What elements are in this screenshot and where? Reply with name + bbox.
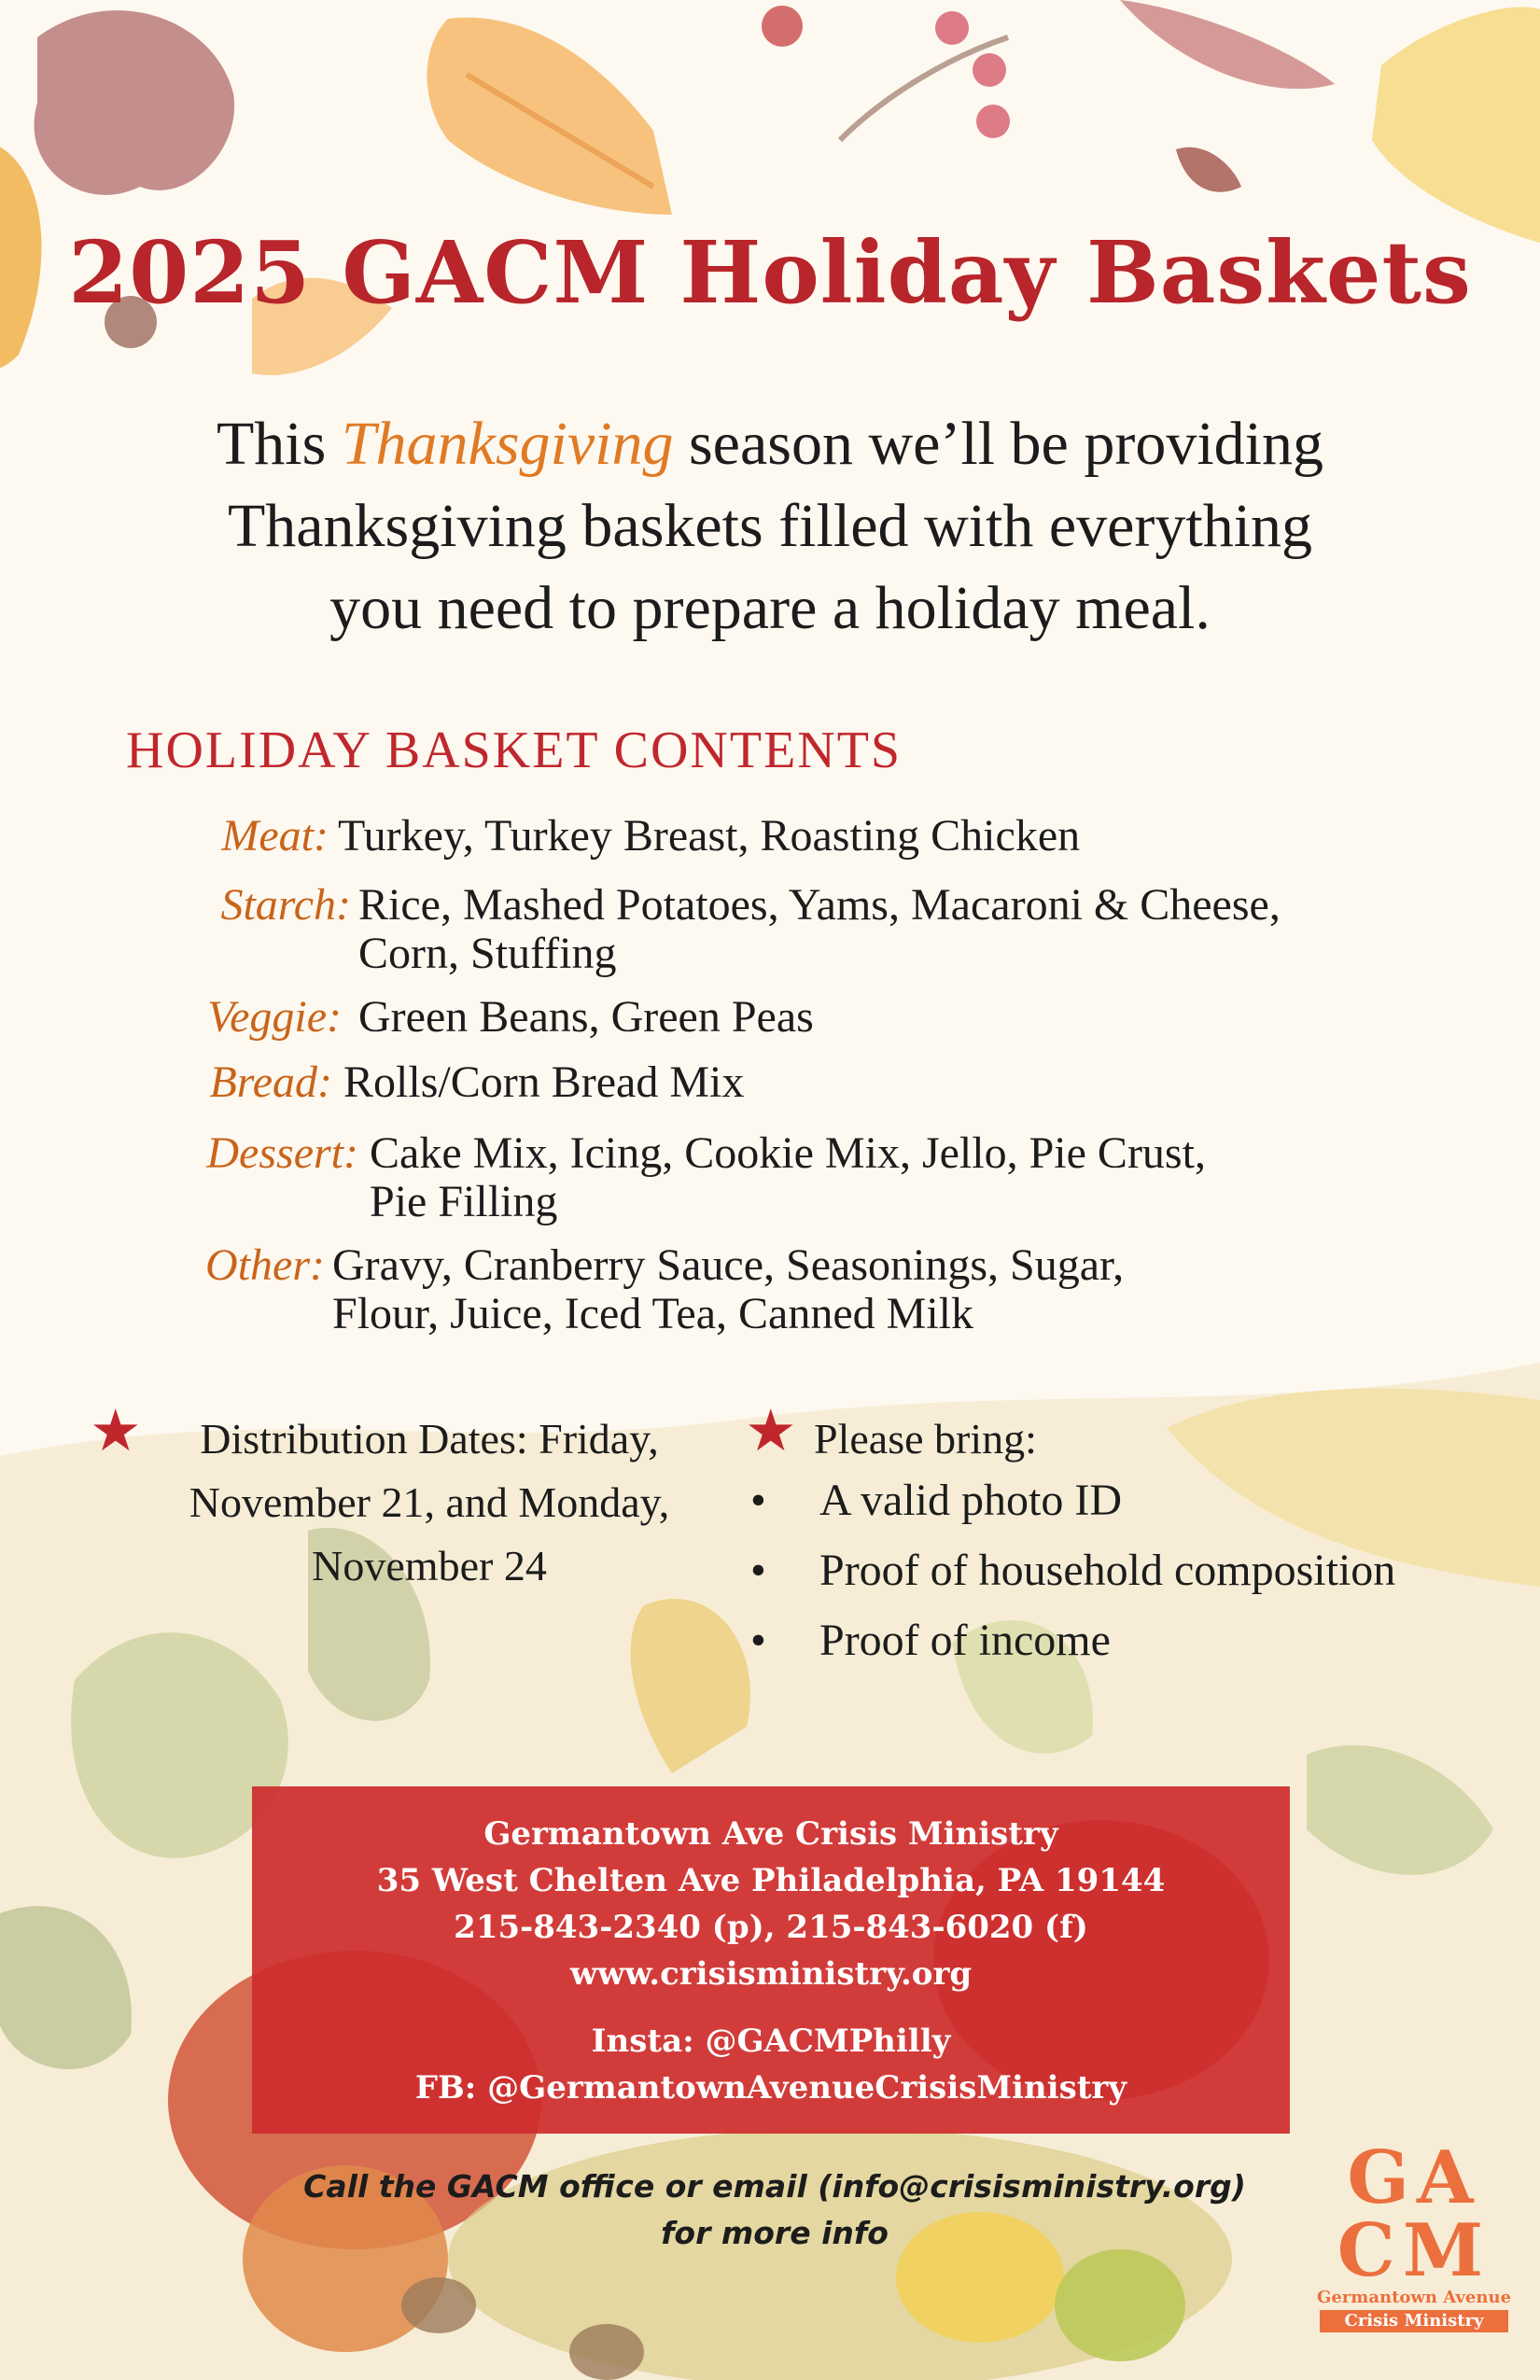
star-icon: ★: [745, 1396, 797, 1464]
footer-line-2: for more info: [661, 2215, 889, 2251]
facebook-handle[interactable]: FB: @GermantownAvenueCrisisMinistry: [414, 2069, 1127, 2107]
logo-subtitle: Germantown Avenue: [1316, 2288, 1512, 2307]
star-icon: ★: [90, 1396, 142, 1464]
org-name: Germantown Ave Crisis Ministry: [483, 1815, 1058, 1853]
intro-line-2: Thanksgiving baskets filled with everything: [227, 492, 1313, 560]
logo-subtitle-2: Crisis Ministry: [1320, 2310, 1508, 2332]
intro-line-1: This Thanksgiving season we’ll be providing: [216, 410, 1323, 478]
intro-text: [93, 403, 1447, 650]
category-value: Green Beans, Green Peas: [358, 992, 814, 1042]
distribution-dates: [131, 1407, 728, 1598]
bullet-icon: •: [750, 1546, 766, 1595]
category-value: Rolls/Corn Bread Mix: [343, 1057, 745, 1107]
category-label: Veggie:: [207, 992, 342, 1042]
category-label: Meat:: [221, 811, 329, 861]
please-bring-title: Please bring:: [814, 1415, 1037, 1463]
intro-highlight: Thanksgiving: [341, 410, 674, 478]
list-item: [745, 1605, 1395, 1675]
org-phone: 215-843-2340 (p), 215-843-6020 (f): [454, 1909, 1088, 1946]
bring-item: Proof of household composition: [819, 1546, 1396, 1595]
list-item: [745, 1535, 1395, 1605]
distribution-line-2: November 21, and Monday,: [189, 1478, 670, 1526]
category-value: Turkey, Turkey Breast, Roasting Chicken: [338, 811, 1081, 861]
category-value: Cake Mix, Icing, Cookie Mix, Jello, Pie Crust,: [370, 1128, 1206, 1178]
category-value-line2: Corn, Stuffing: [358, 929, 617, 978]
org-address: 35 West Chelten Ave Philadelphia, PA 19144: [376, 1862, 1166, 1899]
instagram-handle[interactable]: Insta: @GACMPhilly: [591, 2023, 951, 2060]
distribution-line-3: November 24: [312, 1542, 547, 1589]
category-value: Rice, Mashed Potatoes, Yams, Macaroni & Cheese,: [358, 880, 1281, 930]
gacm-logo: [1307, 2135, 1521, 2361]
bullet-icon: •: [750, 1616, 766, 1665]
footer-line-1: Call the GACM office or email (info@crisisministry.org): [303, 2168, 1246, 2205]
category-value: Gravy, Cranberry Sauce, Seasonings, Sugar,: [332, 1240, 1125, 1290]
category-label: Dessert:: [206, 1128, 358, 1178]
logo-letters-bottom: CM: [1337, 2208, 1491, 2293]
bring-item: Proof of income: [819, 1616, 1111, 1665]
list-item: [745, 1465, 1395, 1535]
intro-line-3: you need to prepare a holiday meal.: [329, 574, 1211, 642]
bring-item: A valid photo ID: [819, 1476, 1122, 1525]
distribution-line-1: Distribution Dates: Friday,: [200, 1415, 659, 1463]
bullet-icon: •: [750, 1476, 766, 1525]
basket-contents-heading: HOLIDAY BASKET CONTENTS: [126, 721, 903, 779]
category-label: Other:: [205, 1240, 325, 1290]
org-website[interactable]: www.crisisministry.org: [569, 1955, 973, 1993]
footer-note: [233, 2163, 1316, 2257]
category-value-line2: Flour, Juice, Iced Tea, Canned Milk: [332, 1289, 973, 1338]
contact-box: [252, 1786, 1290, 2134]
category-label: Bread:: [209, 1057, 332, 1107]
please-bring-list: [745, 1465, 1395, 1675]
page-title: 2025 GACM Holiday Baskets: [68, 222, 1472, 323]
category-label: Starch:: [220, 880, 351, 930]
logo-letters-top: GA: [1347, 2135, 1481, 2220]
category-value-line2: Pie Filling: [370, 1177, 558, 1226]
